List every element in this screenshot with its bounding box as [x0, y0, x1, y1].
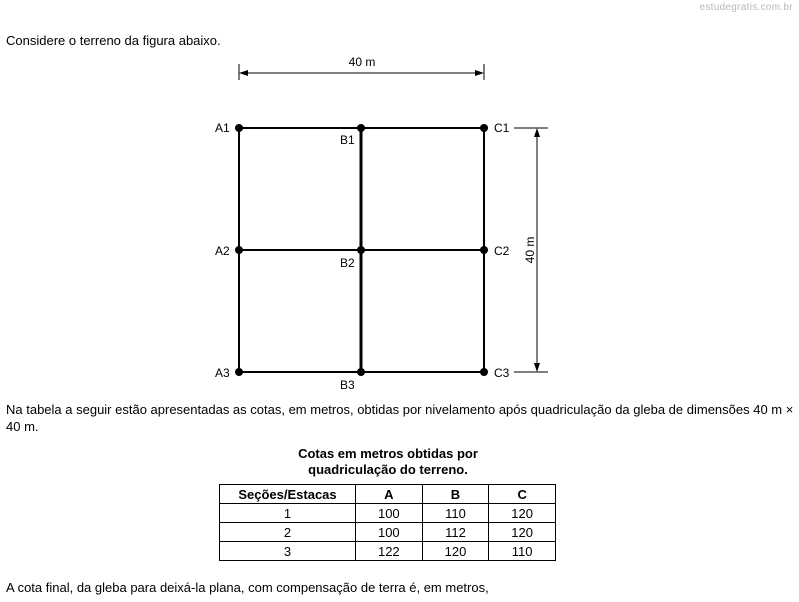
table-caption-line2: quadriculação do terreno.	[308, 462, 468, 477]
label-a1: A1	[215, 121, 230, 135]
point-b1	[357, 124, 365, 132]
header-a: A	[356, 485, 423, 504]
width-dimension	[239, 55, 484, 80]
watermark: estudegratis.com.br	[699, 2, 793, 13]
intro-text: Considere o terreno da figura abaixo.	[6, 33, 221, 48]
question-text: A cota final, da gleba para deixá-la plana, com compensação de terra é, em metros,	[6, 580, 489, 595]
label-a3: A3	[215, 366, 230, 380]
point-b2	[357, 246, 365, 254]
label-c1: C1	[494, 121, 510, 135]
header-b: B	[422, 485, 489, 504]
table-cell: 110	[422, 504, 489, 523]
height-dimension	[514, 128, 548, 372]
table-cell: 100	[356, 523, 423, 542]
label-b1: B1	[340, 133, 355, 147]
height-label: 40 m	[523, 236, 537, 264]
table-row	[220, 542, 556, 561]
table-cell: 120	[489, 523, 556, 542]
cotas-table	[219, 484, 556, 561]
label-c2: C2	[494, 244, 510, 258]
table-cell: 122	[356, 542, 423, 561]
table-cell: 3	[220, 542, 356, 561]
point-b3	[357, 368, 365, 376]
table-cell: 110	[489, 542, 556, 561]
point-a1	[235, 124, 243, 132]
width-label: 40 m	[348, 55, 376, 69]
table-caption-line1: Cotas em metros obtidas por	[298, 446, 478, 461]
table-caption	[220, 446, 556, 478]
label-a2: A2	[215, 244, 230, 258]
table-row	[220, 523, 556, 542]
label-c3: C3	[494, 366, 510, 380]
table-cell: 112	[422, 523, 489, 542]
table-cell: 120	[489, 504, 556, 523]
table-row	[220, 504, 556, 523]
table-cell: 1	[220, 504, 356, 523]
point-a2	[235, 246, 243, 254]
header-c: C	[489, 485, 556, 504]
table-cell: 2	[220, 523, 356, 542]
table-description: Na tabela a seguir estão apresentadas as cotas, em metros, obtidas por nivelamento após quadriculação da gleba de dimensões 40 m × 40 m.	[6, 402, 794, 434]
header-secoes: Seções/Estacas	[220, 485, 356, 504]
label-b2: B2	[340, 256, 355, 270]
point-c2	[480, 246, 488, 254]
point-a3	[235, 368, 243, 376]
point-c3	[480, 368, 488, 376]
table-cell: 100	[356, 504, 423, 523]
table-cell: 120	[422, 542, 489, 561]
table-header-row	[220, 485, 556, 504]
label-b3: B3	[340, 378, 355, 392]
point-c1	[480, 124, 488, 132]
